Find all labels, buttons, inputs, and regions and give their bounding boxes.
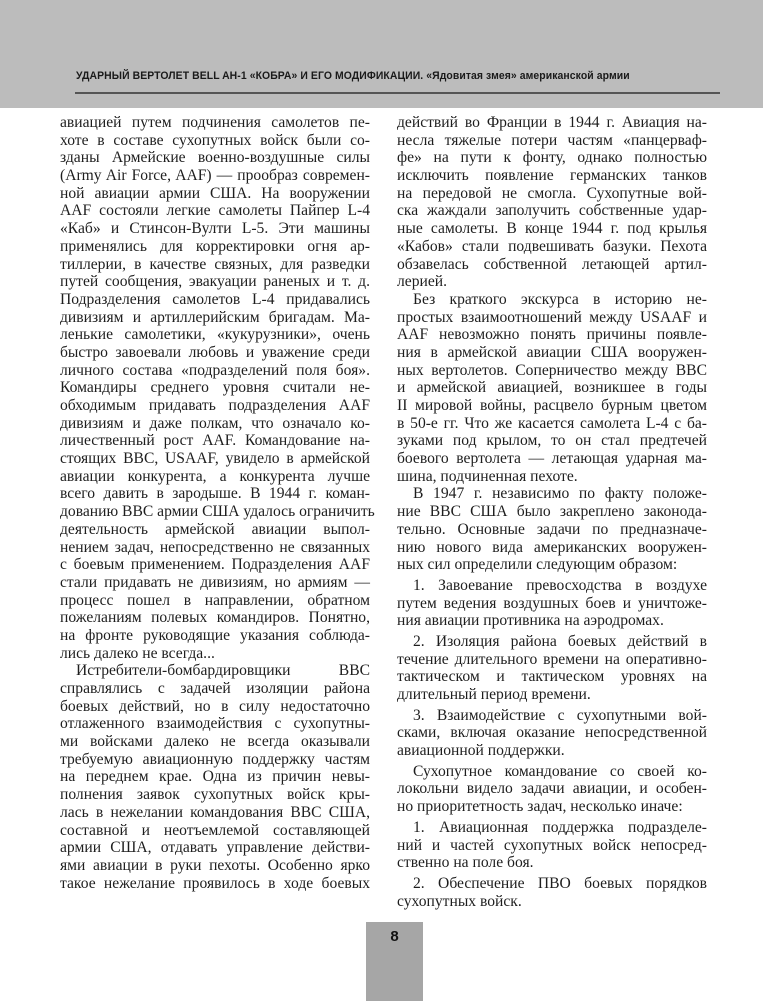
text-line: боевых действий, но в силу недостаточно (60, 697, 370, 715)
text-line: всего давить в зародыше. В 1944 г. коман- (60, 485, 370, 503)
text-line: длительный период времени. (397, 686, 591, 703)
text-line: ния авиации противника на аэродромах. (397, 612, 664, 630)
text-line: но приоритетность задач, несколько иначе: (397, 798, 683, 816)
text-line: ленькие самолетики, «кукурузники», очень (60, 326, 370, 344)
text-line: сухопутных войск. (397, 892, 522, 910)
paragraph (397, 485, 707, 573)
text-line: Сухопутное командование со своей ко- (413, 762, 707, 780)
text-line: ные самолеты. В конце 1944 г. под крылья (397, 220, 707, 238)
text-line: Командиры среднего уровня считали не- (60, 379, 370, 397)
text-line: личественный рост AAF. Командование на- (60, 432, 370, 450)
text-line: Без краткого экскурса в историю не- (413, 290, 707, 308)
paragraph (397, 763, 707, 816)
text-line: ных вертолетов. Соперничество между ВВС (397, 361, 707, 379)
text-line: в 50-е гг. Что же касается самолета L-4 с ба- (397, 414, 707, 432)
text-line: справлялись с задачей изоляции района (60, 680, 370, 697)
header-title: УДАРНЫЙ ВЕРТОЛЕТ BELL AH-1 «КОБРА» И ЕГО МОДИФИКАЦИИ. «Ядовитая змея» американской армии (76, 70, 630, 82)
text-line: 1. Завоевание превосходства в воздухе (413, 576, 707, 594)
text-line: ска жаждали заполучить собственные удар- (397, 202, 707, 220)
text-line: 2. Изоляция района боевых действий в (413, 632, 707, 650)
header-divider (75, 92, 720, 94)
text-line: (Army Air Force, AAF) — прообраз современ- (60, 167, 370, 185)
text-line: шина, подчиненная пехоте. (397, 467, 578, 485)
text-line: ной авиации армии США. На вооружении (60, 184, 370, 202)
text-line: на передовой не смогла. Сухопутные вой- (397, 184, 707, 202)
text-line: 1. Авиационная поддержка подразделе- (413, 818, 707, 836)
text-line: зданы Армейские военно-воздушные силы (60, 149, 370, 167)
text-line: авиационной поддержки. (397, 742, 565, 760)
text-line: пожеланиям полевых командиров. Понятно, (60, 609, 370, 627)
text-line: ных сил определили следующим образом: (397, 556, 678, 574)
text-line: течение длительного времени на оперативно- (397, 650, 707, 668)
text-line: тактическом и тактическом уровнях на (397, 668, 707, 686)
text-line: Подразделения самолетов L-4 придавались (60, 290, 370, 308)
paragraph (60, 662, 370, 892)
text-line: дивизиям и даже полкам, что означало ко- (60, 414, 370, 432)
text-line: ние ВВС США было закреплено законода- (397, 503, 707, 521)
text-line: применялись для корректировки огня ар- (60, 237, 370, 255)
text-line: отлаженного взаимодействия с сухопутны- (60, 715, 370, 733)
text-column-left (60, 114, 375, 892)
paragraph (397, 819, 707, 872)
text-line: обзавелась собственной летающей артил- (397, 255, 707, 273)
paragraph (397, 707, 707, 760)
text-line: нением задач, непосредственно не связанных (60, 538, 370, 556)
text-line: быстро завоевали любовь и уважение среди (60, 343, 370, 361)
text-line: авиацией путем подчинения самолетов пе- (60, 114, 370, 131)
text-line: составной и неотъемлемой составляющей (60, 821, 370, 839)
text-column-right (397, 114, 707, 910)
text-line: путей сообщения, эвакуации раненых и т. д. (60, 273, 370, 291)
text-line: путем ведения воздушных боев и уничтоже- (397, 594, 707, 612)
text-line: тиллерии, в качестве связных, для разведки (60, 255, 370, 273)
text-line: простых взаимоотношений между USAAF и (397, 308, 707, 326)
text-line: II мировой войны, расцвело бурным цветом (397, 397, 707, 414)
text-line: личного состава «подразделений поля боя». (60, 361, 370, 379)
text-line: 2. Обеспечение ПВО боевых порядков (413, 874, 707, 892)
text-line: фе» на пути к фонту, однако полностью (397, 149, 707, 167)
text-line: нию нового вида американских вооружен- (397, 538, 707, 556)
text-line: AAF невозможно понять причины появле- (397, 326, 707, 344)
text-line: локольни видело задачи авиации, и особен- (397, 780, 707, 798)
text-line: деятельность армейской авиации выпол- (60, 520, 370, 538)
text-line: на переднем крае. Одна из причин невы- (60, 768, 370, 786)
text-line: полнения заявок сухопутных войск кры- (60, 786, 370, 804)
page-number: 8 (390, 928, 399, 945)
text-line: с боевым применением. Подразделения AAF (60, 556, 370, 574)
text-line: стали придавать не дивизиям, но армиям — (60, 573, 370, 591)
page-number-tab (366, 922, 423, 1001)
paragraph (397, 875, 707, 910)
text-line: на фронте руководящие указания соблюда- (60, 626, 370, 644)
text-line: В 1947 г. независимо по факту положе- (413, 485, 707, 503)
text-line: 3. Взаимодействие с сухопутными вой- (413, 706, 707, 724)
text-line: лерией. (397, 273, 448, 291)
text-line: исключить появление германских танков (397, 167, 707, 185)
text-line: и армейской авиацией, возникшее в годы (397, 379, 707, 397)
text-line: хоте в составе сухопутных войск были со- (60, 131, 370, 149)
text-line: ний и частей сухопутных войск непосред- (397, 836, 707, 854)
paragraph (397, 291, 707, 486)
text-line: процесс пошел в направлении, обратном (60, 591, 370, 609)
paragraph (397, 114, 707, 291)
text-line: лась в нежелании командования ВВС США, (60, 803, 370, 821)
text-line: действий во Франции в 1944 г. Авиация на- (397, 114, 707, 131)
text-line: армии США, отдавать управление действи- (60, 839, 370, 857)
text-line: зуками под крылом, то он стал предтечей (397, 432, 707, 450)
text-line: ственно на поле боя. (397, 854, 534, 872)
text-line: боевого вертолета — летающая ударная ма- (397, 450, 707, 468)
text-line: стоящих ВВС, USAAF, увидело в армейской (60, 450, 370, 468)
text-line: авиации конкурента, а конкурента лучше (60, 467, 370, 485)
text-line: несла тяжелые потери частям «панцерваф- (397, 131, 707, 149)
paragraph (397, 633, 707, 704)
text-line: Истребители-бомбардировщики ВВС (76, 662, 370, 680)
text-line: требуемую авиационную поддержку частям (60, 750, 370, 768)
text-line: ями авиации в руки пехоты. Особенно ярко (60, 856, 370, 874)
paragraph (397, 577, 707, 630)
running-header (0, 0, 763, 108)
text-line: «Кабов» стали подвешивать базуки. Пехота (397, 237, 707, 255)
text-line: AAF состояли легкие самолеты Пайпер L-4 (60, 202, 370, 220)
text-line: «Каб» и Стинсон-Вулти L-5. Эти машины (60, 220, 370, 238)
text-line: такое нежелание проявилось в ходе боевых (60, 874, 370, 892)
text-line: обходимым придавать подразделения AAF (60, 397, 370, 414)
paragraph (60, 114, 375, 662)
text-line: ния в армейской авиации США вооружен- (397, 343, 707, 361)
text-line: лись далеко не всегда... (60, 644, 215, 662)
text-line: дованию ВВС армии США удалось ограничить (60, 503, 375, 521)
text-line: ми войсками далеко не всегда оказывали (60, 733, 370, 751)
text-line: сками, включая оказание непосредственной (397, 724, 707, 742)
text-line: дивизиям и артиллерийским бригадам. Ма- (60, 308, 370, 326)
text-line: тельно. Основные задачи по предназначе- (397, 520, 707, 538)
